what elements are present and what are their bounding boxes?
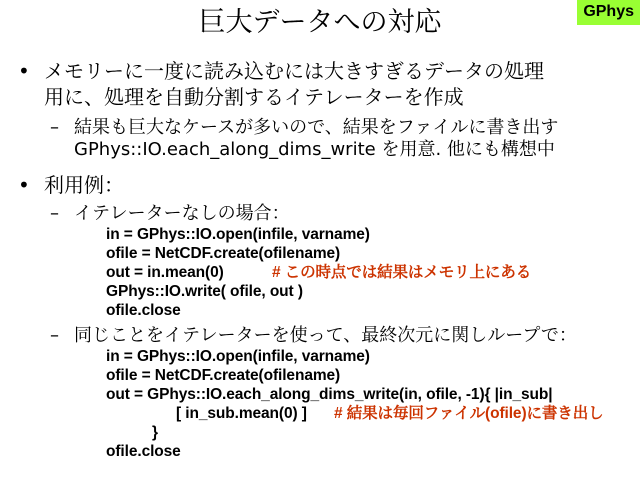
gphys-badge: GPhys [577, 0, 640, 25]
example-1-code-line-3: out = in.mean(0) [106, 264, 224, 281]
example-1-code-line-2: ofile = NetCDF.create(ofilename) [106, 245, 341, 262]
example-1-code-line-4: GPhys::IO.write( ofile, out ) [106, 283, 303, 300]
example-1-code-line-5: ofile.close [106, 302, 181, 319]
example-2-code-line-2: ofile = NetCDF.create(ofilename) [106, 367, 341, 384]
example-2-code-line-3: out = GPhys::IO.each_along_dims_write(in, ofile, -1){ |in_sub| [106, 386, 553, 403]
example-2-code-comment: # 結果は毎回ファイル(ofile)に書き出し [334, 405, 604, 422]
slide-title: 巨大データへの対応 [198, 7, 442, 38]
example-2-code-line-1: in = GPhys::IO.open(infile, varname) [106, 348, 370, 365]
sub-bullet-dash-3: – [50, 325, 59, 346]
example-1-label: イテレーターなしの場合： [74, 203, 290, 224]
bullet-dot-1: • [18, 59, 30, 83]
example-2-label: 同じことをイテレーターを使って、最終次元に関しループで： [74, 325, 577, 346]
sub-bullet-1-line-1: 結果も巨大なケースが多いので、結果をファイルに書き出す [74, 117, 559, 138]
sub-bullet-dash-1: – [50, 117, 59, 138]
bullet-dot-2: • [18, 173, 30, 197]
example-1-code-line-1: in = GPhys::IO.open(infile, varname) [106, 226, 370, 243]
example-2-code-line-4: [ in_sub.mean(0) ] [176, 405, 307, 422]
example-2-code-line-5: } [152, 424, 158, 441]
example-1-code-comment: # この時点では結果はメモリ上にある [272, 264, 532, 281]
bullet-1-line-2: 用に、処理を自動分割するイテレーターを作成 [44, 85, 464, 109]
example-2-code-line-6: ofile.close [106, 443, 181, 460]
sub-bullet-1-line-2: GPhys::IO.each_along_dims_write を用意. 他にも構想中 [74, 139, 555, 160]
bullet-2-label: 利用例： [44, 173, 124, 197]
bullet-1-line-1: メモリーに一度に読み込むには大きすぎるデータの処理 [44, 59, 544, 83]
sub-bullet-dash-2: – [50, 203, 59, 224]
